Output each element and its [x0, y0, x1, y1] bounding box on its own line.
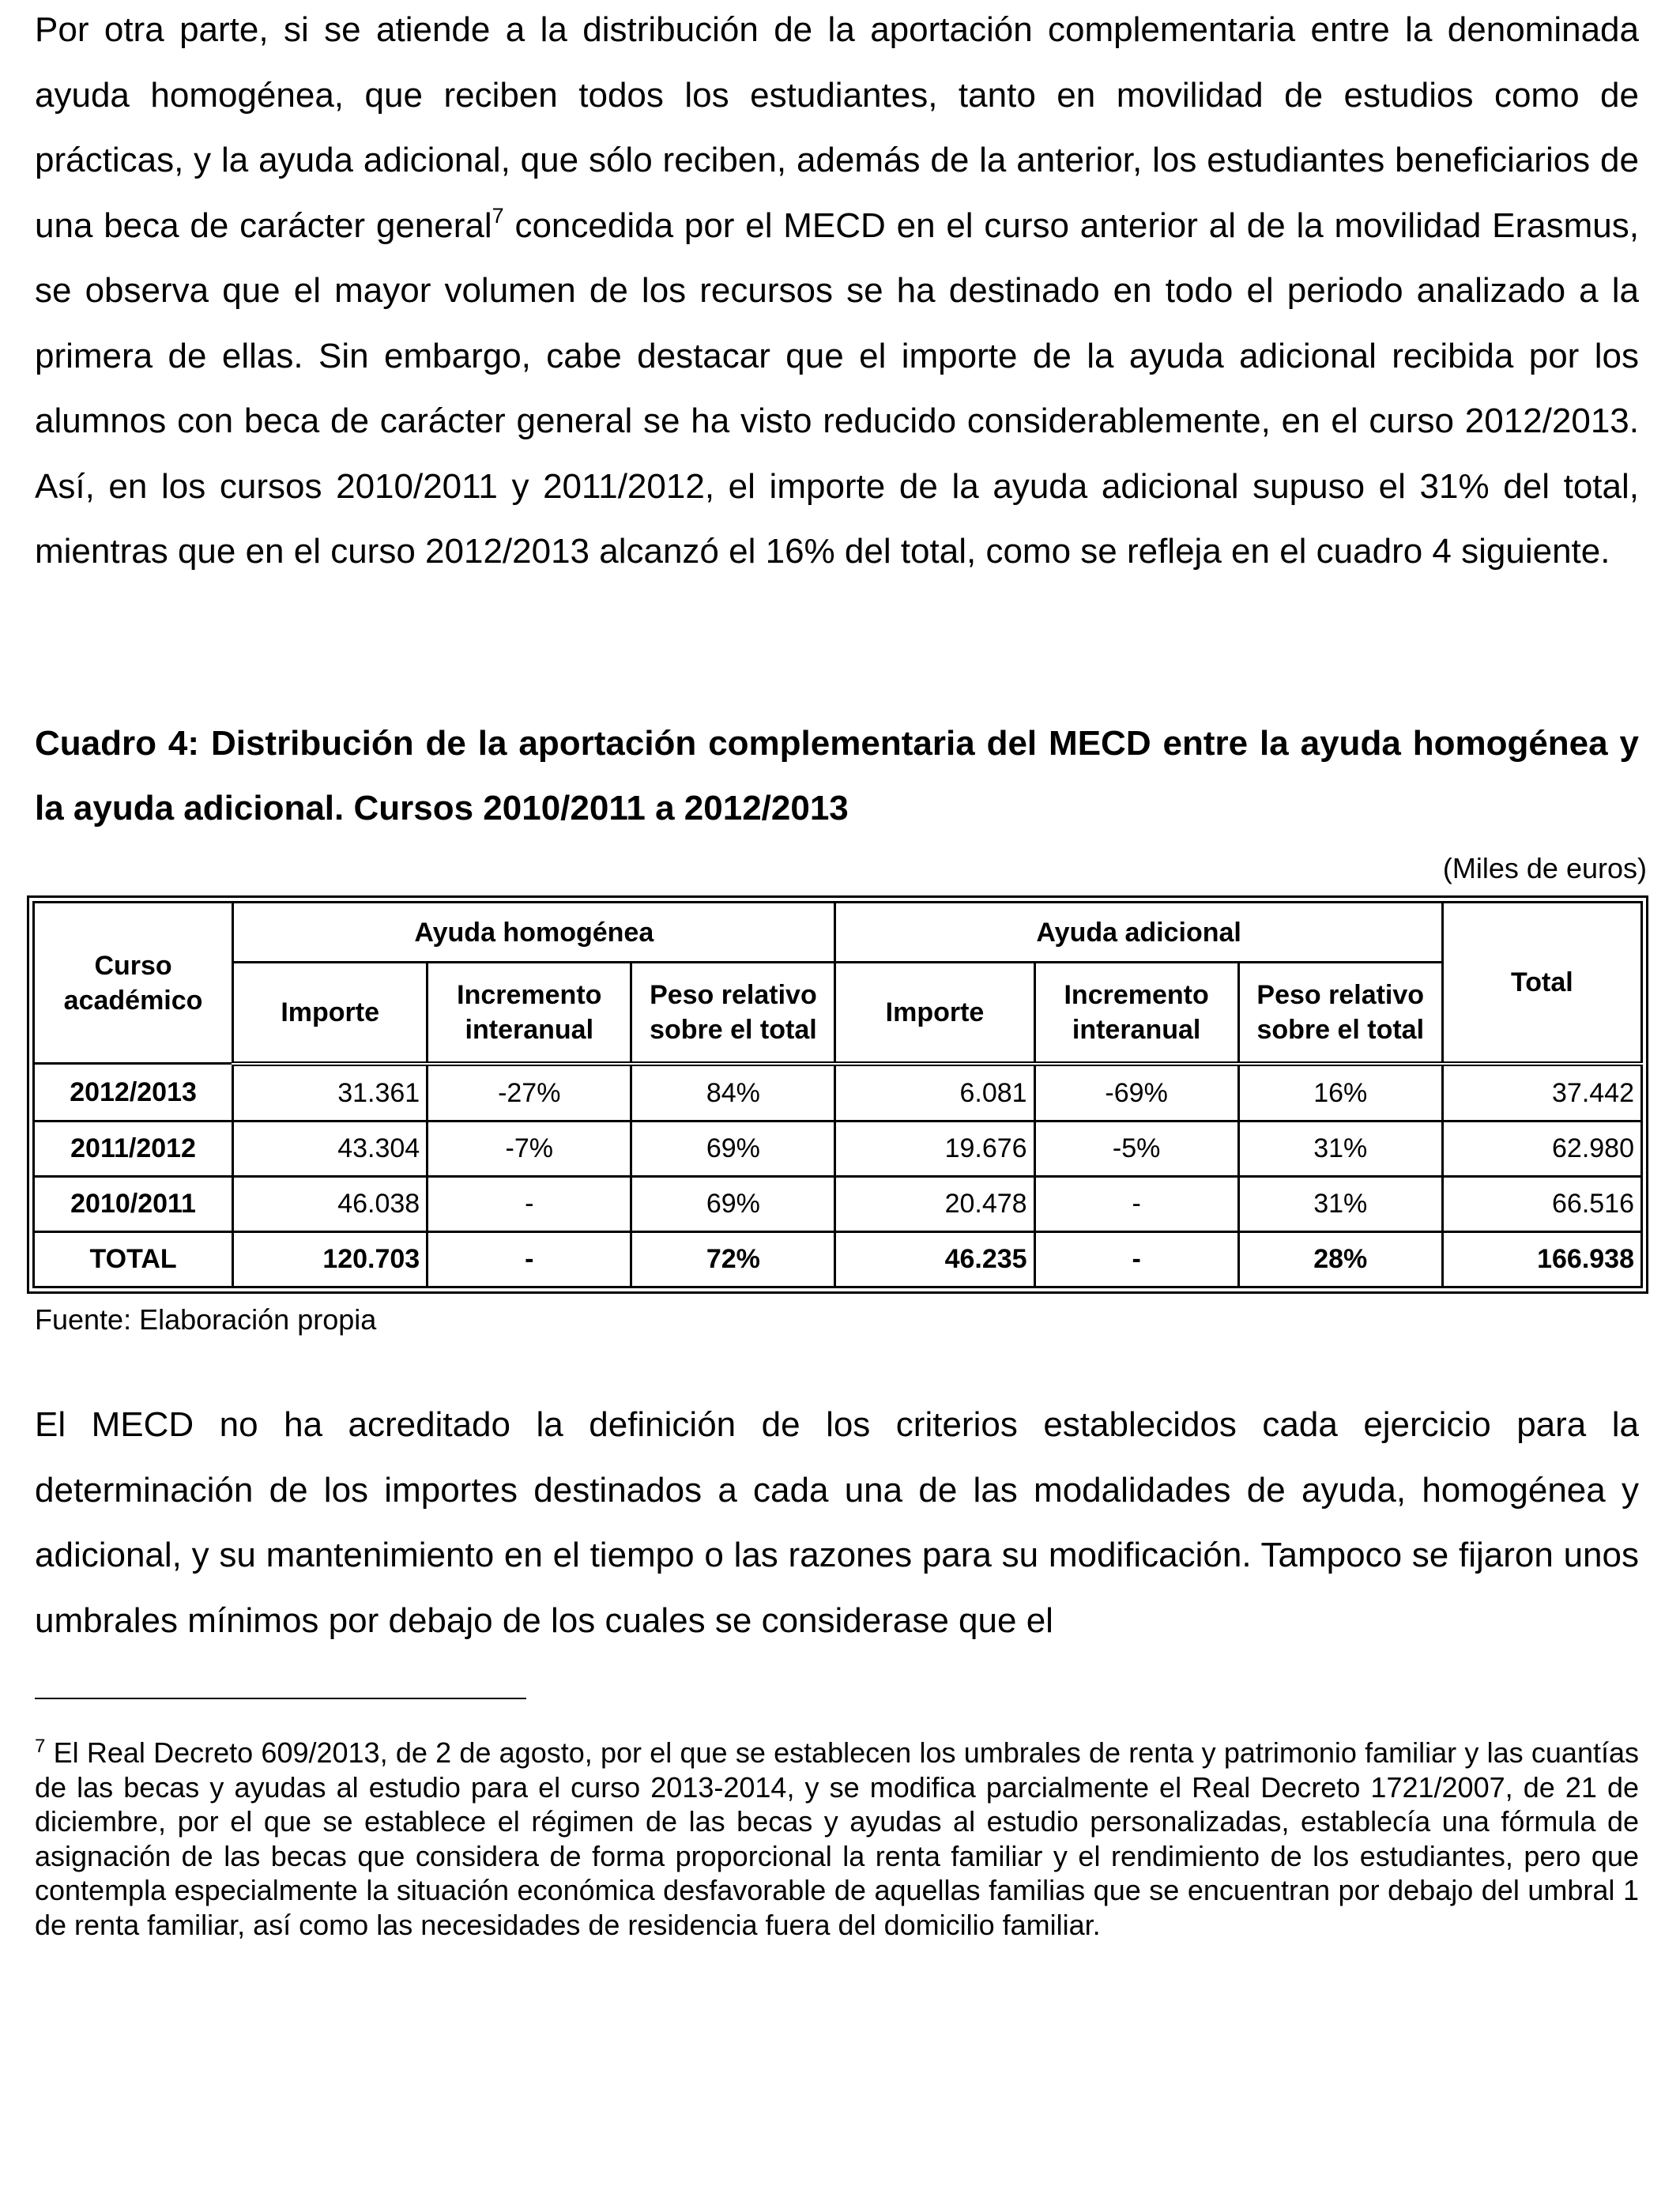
- header-curso-academico: Curso académico: [34, 903, 233, 1064]
- header-adicional-incremento: Incremento interanual: [1034, 963, 1238, 1064]
- cell-total: 62.980: [1442, 1121, 1641, 1176]
- table-row: [34, 1121, 1642, 1176]
- body-paragraph-1: [35, 0, 1639, 585]
- cell-homogenea-peso: 69%: [631, 1121, 835, 1176]
- header-total: Total: [1442, 903, 1641, 1064]
- cell-adicional-incremento: -: [1034, 1176, 1238, 1231]
- cell-adicional-incremento: -5%: [1034, 1121, 1238, 1176]
- cell-adicional-incremento: -: [1034, 1231, 1238, 1287]
- cell-curso: 2010/2011: [34, 1176, 233, 1231]
- cell-curso: TOTAL: [34, 1231, 233, 1287]
- cell-adicional-incremento: -69%: [1034, 1064, 1238, 1122]
- cell-total: 166.938: [1442, 1231, 1641, 1287]
- cell-total: 66.516: [1442, 1176, 1641, 1231]
- header-adicional-importe: Importe: [835, 963, 1034, 1064]
- cell-curso: 2012/2013: [34, 1064, 233, 1122]
- footnote-text: El Real Decreto 609/2013, de 2 de agosto, por el que se establecen los umbrales de renta y patrimonio familiar y las cuantías de las becas y ayudas al estudio para el curso 2013-2014, y se modifica parcialmente el Real Decreto 1721/2007, de 21 de diciembre, por el que se establece el régimen de las becas y ayudas al estudio personalizadas, establecía una fórmula de asignación de las becas que considera de forma proporcional la renta familiar y el rendimiento de los estudiantes, pero que contempla especialmente la situación económica desfavorable de aquellas familias que se encuentran por debajo del umbral 1 de renta familiar, así como las necesidades de residencia fuera del domicilio familiar.: [35, 1736, 1639, 1941]
- cell-homogenea-incremento: -: [428, 1231, 631, 1287]
- cell-homogenea-peso: 69%: [631, 1176, 835, 1231]
- cell-homogenea-incremento: -7%: [428, 1121, 631, 1176]
- table-caption: Cuadro 4: Distribución de la aportación complementaria del MECD entre la ayuda homogénea y la ayuda adicional. Cursos 2010/2011 a 2012/2013: [35, 724, 1639, 827]
- cell-adicional-peso: 16%: [1238, 1064, 1442, 1122]
- units-note: (Miles de euros): [1442, 852, 1647, 884]
- cell-adicional-peso: 28%: [1238, 1231, 1442, 1287]
- header-homogenea-importe: Importe: [233, 963, 428, 1064]
- cell-homogenea-incremento: -27%: [428, 1064, 631, 1122]
- cell-total: 37.442: [1442, 1064, 1641, 1122]
- footnote-reference-7[interactable]: 7: [492, 203, 504, 228]
- header-homogenea-incremento: Incremento interanual: [428, 963, 631, 1064]
- cell-homogenea-peso: 84%: [631, 1064, 835, 1122]
- cell-adicional-peso: 31%: [1238, 1176, 1442, 1231]
- header-homogenea-peso: Peso relativo sobre el total: [631, 963, 835, 1064]
- footnote-divider: [35, 1698, 526, 1699]
- paragraph-1-text-b: concedida por el MECD en el curso anterior al de la movilidad Erasmus, se observa que el mayor volumen de los recursos se ha destinado en todo el periodo analizado a la primera de ellas. Sin embargo, cabe destacar que el importe de la ayuda adicional recibida por los alumnos con beca de carácter general se ha visto reducido considerablemente, en el curso 2012/2013. Así, en los cursos 2010/2011 y 2011/2012, el importe de la ayuda adicional supuso el 31% del total, mientras que en el curso 2012/2013 alcanzó el 16% del total, como se refleja en el cuadro 4 siguiente.: [35, 205, 1639, 571]
- distribution-table: [32, 901, 1643, 1288]
- table-row: [34, 1064, 1642, 1122]
- paragraph-1-text-a: Por otra parte, si se atiende a la distribución de la aportación complementaria entre la denominada ayuda homogénea, que reciben todos los estudiantes, tanto en movilidad de estudios como de prácticas, y la ayuda adicional, que sólo reciben, además de la anterior, los estudiantes beneficiarios de una beca de carácter general: [35, 10, 1639, 245]
- cell-homogenea-incremento: -: [428, 1176, 631, 1231]
- cell-adicional-importe: 6.081: [835, 1064, 1034, 1122]
- header-ayuda-adicional: Ayuda adicional: [835, 903, 1442, 963]
- body-paragraph-2: El MECD no ha acreditado la definición de los criterios establecidos cada ejercicio para la determinación de los importes destinados a cada una de las modalidades de ayuda, homogénea y adicional, y su mantenimiento en el tiempo o las razones para su modificación. Tampoco se fijaron unos umbrales mínimos por debajo de los cuales se considerase que el: [35, 1405, 1639, 1640]
- header-adicional-peso: Peso relativo sobre el total: [1238, 963, 1442, 1064]
- table-frame: [27, 895, 1648, 1294]
- cell-homogenea-importe: 43.304: [233, 1121, 428, 1176]
- cell-adicional-importe: 46.235: [835, 1231, 1034, 1287]
- cell-curso: 2011/2012: [34, 1121, 233, 1176]
- cell-homogenea-importe: 120.703: [233, 1231, 428, 1287]
- cell-adicional-peso: 31%: [1238, 1121, 1442, 1176]
- table-total-row: [34, 1231, 1642, 1287]
- cell-homogenea-peso: 72%: [631, 1231, 835, 1287]
- cell-adicional-importe: 19.676: [835, 1121, 1034, 1176]
- cell-adicional-importe: 20.478: [835, 1176, 1034, 1231]
- table-row: [34, 1176, 1642, 1231]
- header-ayuda-homogenea: Ayuda homogénea: [233, 903, 835, 963]
- footnote-7: [35, 1736, 1639, 1942]
- cell-homogenea-importe: 46.038: [233, 1176, 428, 1231]
- source-note: Fuente: Elaboración propia: [35, 1303, 377, 1336]
- cell-homogenea-importe: 31.361: [233, 1064, 428, 1122]
- footnote-number: 7: [35, 1736, 46, 1757]
